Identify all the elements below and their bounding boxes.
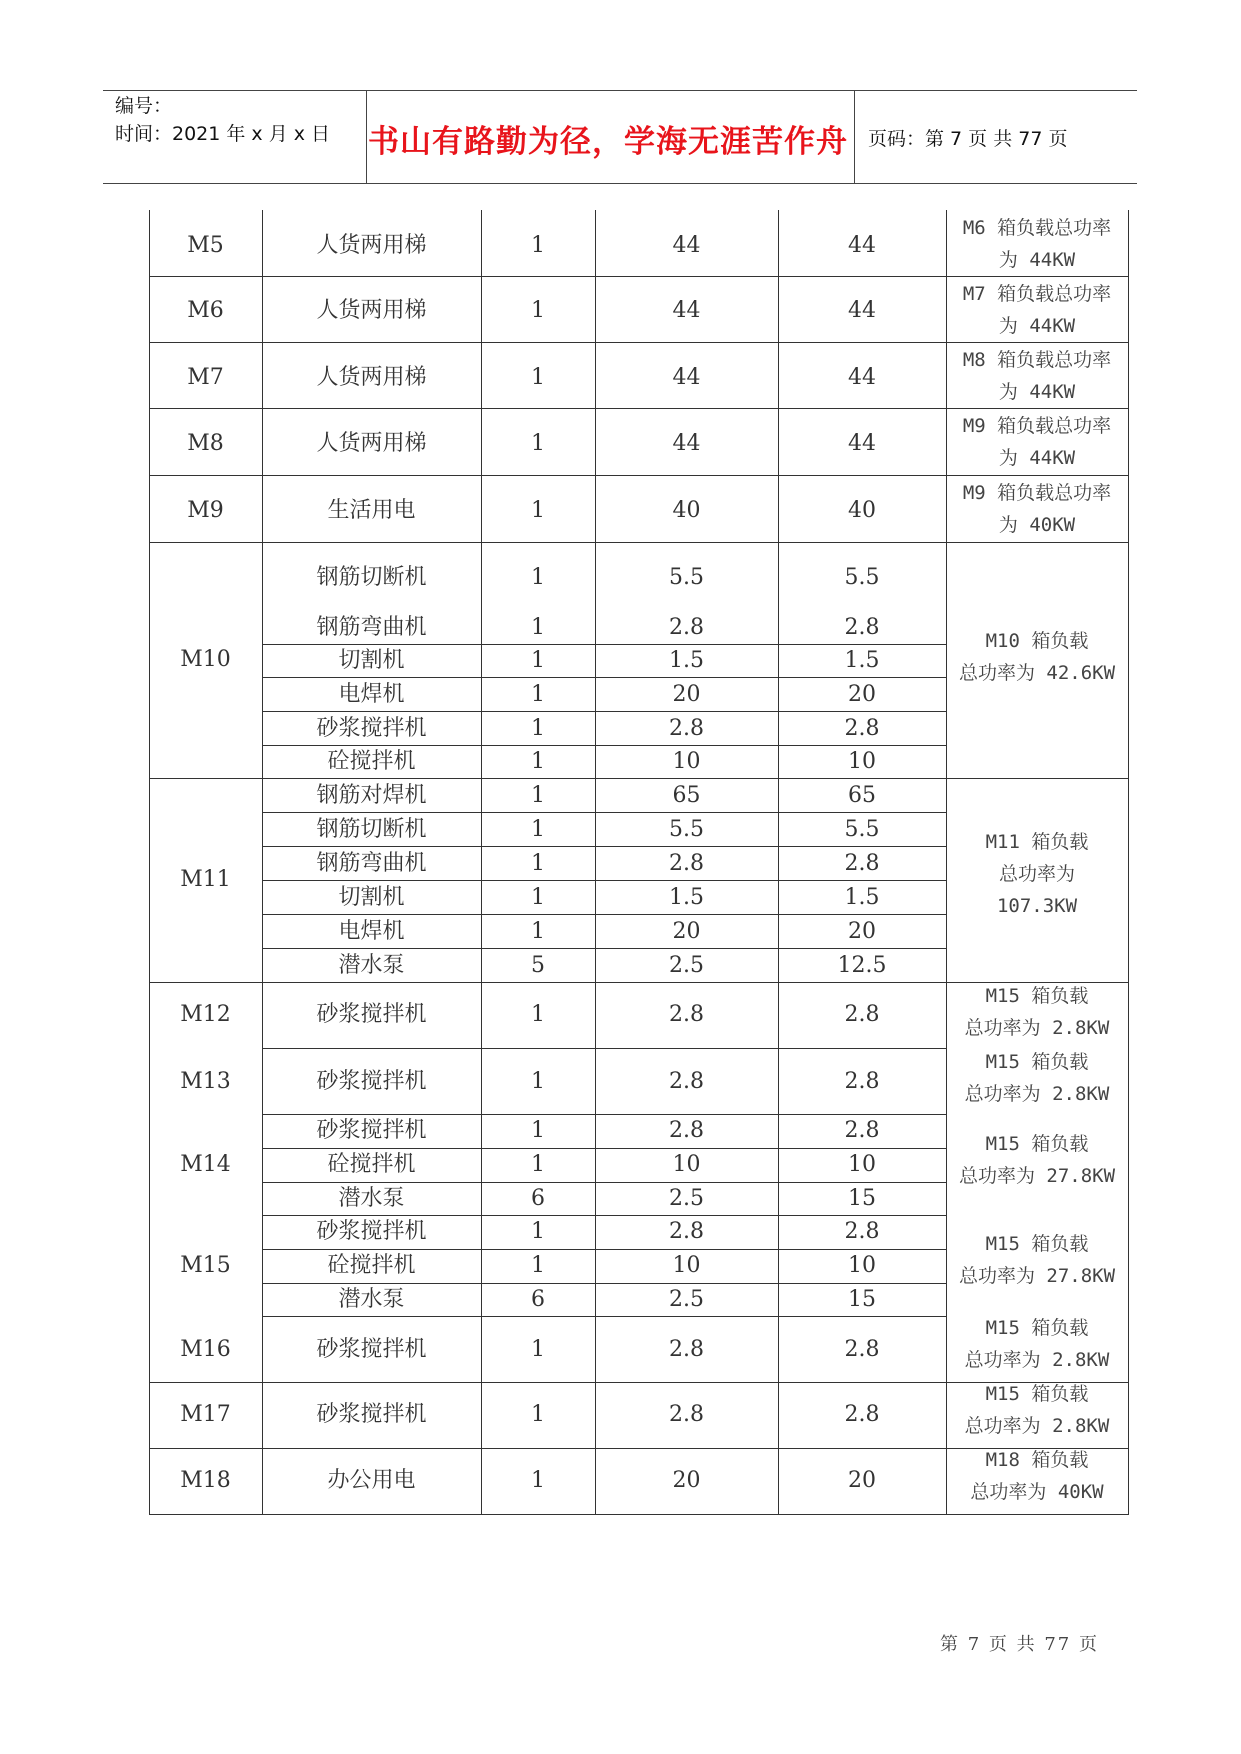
unit-cell: 2.8 (669, 1337, 704, 1362)
qty-cell: 1 (531, 1152, 545, 1177)
name-cell: 电焊机 (338, 919, 405, 944)
qty-cell: 5 (531, 953, 545, 978)
total-cell: 5.5 (844, 565, 880, 590)
name-cell: 砂浆搅拌机 (316, 716, 427, 741)
name-cell: 人货两用梯 (316, 365, 427, 390)
sub-row-rule (262, 1215, 946, 1216)
unit-cell: 2.8 (669, 1069, 704, 1094)
load-note-line: M10 箱负载 (985, 630, 1089, 652)
footer-page-number: 第 7 页 共 77 页 (940, 1634, 1099, 1655)
load-note (946, 1046, 1128, 1110)
total-cell: 2.8 (844, 1002, 880, 1027)
qty-cell: 1 (531, 851, 545, 876)
qty-cell: 6 (531, 1287, 545, 1312)
load-note-line: 总功率为 27.8KW (958, 1265, 1116, 1287)
header-divider-left (366, 90, 367, 184)
box-id-cell: M14 (180, 1152, 231, 1177)
sub-row-rule (262, 1283, 946, 1284)
name-cell: 潜水泵 (338, 1186, 405, 1211)
row-rule (149, 475, 1129, 476)
sub-row-rule (262, 846, 946, 847)
box-id-cell: M8 (187, 431, 224, 456)
load-note-line: 总功率为 2.8KW (964, 1349, 1110, 1371)
qty-cell: 1 (531, 1402, 545, 1427)
load-note (946, 1228, 1128, 1292)
total-cell: 20 (848, 919, 876, 944)
unit-cell: 2.5 (669, 953, 704, 978)
qty-cell: 1 (531, 682, 545, 707)
box-id-cell: M12 (180, 1002, 231, 1027)
unit-cell: 44 (672, 233, 701, 258)
name-cell: 电焊机 (338, 682, 405, 707)
name-cell: 砂浆搅拌机 (316, 1002, 427, 1027)
load-note-line: M9 箱负载总功率 (962, 482, 1112, 504)
unit-cell: 65 (672, 783, 701, 808)
header-meta (115, 92, 330, 148)
qty-cell: 1 (531, 783, 545, 808)
unit-cell: 2.8 (669, 615, 704, 640)
unit-cell: 1.5 (669, 648, 704, 673)
load-note-line: M15 箱负载 (985, 1051, 1089, 1073)
load-note (946, 410, 1128, 474)
total-cell: 44 (848, 298, 876, 323)
name-cell: 切割机 (338, 648, 405, 673)
load-note (946, 826, 1128, 922)
unit-cell: 2.8 (669, 851, 704, 876)
total-cell: 20 (848, 682, 876, 707)
unit-cell: 10 (672, 1253, 701, 1278)
name-cell: 钢筋切断机 (316, 817, 427, 842)
total-cell: 2.8 (844, 851, 880, 876)
total-cell: 10 (848, 1253, 876, 1278)
total-cell: 2.8 (844, 1118, 880, 1143)
row-rule (149, 778, 1129, 779)
total-cell: 1.5 (844, 885, 880, 910)
total-cell: 2.8 (844, 1337, 880, 1362)
load-note (946, 980, 1128, 1044)
box-id-cell: M5 (187, 233, 224, 258)
load-note-line: M6 箱负载总功率 (962, 217, 1112, 239)
load-note (946, 625, 1128, 689)
header-divider-right (854, 90, 855, 184)
qty-cell: 1 (531, 1337, 545, 1362)
unit-cell: 2.8 (669, 1402, 704, 1427)
qty-cell: 1 (531, 1118, 545, 1143)
load-note (946, 477, 1128, 541)
name-cell: 砼搅拌机 (327, 749, 416, 774)
load-note-line: 总功率为 40KW (970, 1481, 1104, 1503)
sub-row-rule (262, 880, 946, 881)
name-cell: 砼搅拌机 (327, 1253, 416, 1278)
unit-cell: 40 (672, 498, 701, 523)
sub-row-rule (262, 1048, 946, 1049)
qty-cell: 1 (531, 233, 545, 258)
load-note-line: 为 44KW (998, 249, 1076, 271)
total-cell: 15 (848, 1186, 876, 1211)
qty-cell: 1 (531, 919, 545, 944)
unit-cell: 44 (672, 365, 701, 390)
name-cell: 办公用电 (327, 1468, 416, 1493)
load-note-line: M9 箱负载总功率 (962, 415, 1112, 437)
load-note (946, 344, 1128, 408)
qty-cell: 1 (531, 749, 545, 774)
total-cell: 5.5 (844, 817, 880, 842)
load-note-line: 为 44KW (998, 381, 1076, 403)
row-rule (149, 276, 1129, 277)
box-id-cell: M11 (180, 867, 231, 892)
load-note (946, 1128, 1128, 1192)
unit-cell: 20 (672, 1468, 701, 1493)
name-cell: 钢筋弯曲机 (316, 851, 427, 876)
header-bottom-rule (103, 183, 1137, 184)
load-note-line: M15 箱负载 (985, 1383, 1089, 1405)
table-border-bottom (149, 1514, 1129, 1515)
name-cell: 砂浆搅拌机 (316, 1337, 427, 1362)
name-cell: 砂浆搅拌机 (316, 1219, 427, 1244)
name-cell: 砼搅拌机 (327, 1152, 416, 1177)
total-cell: 12.5 (837, 953, 887, 978)
number-label: 编号： (115, 95, 173, 117)
qty-cell: 1 (531, 716, 545, 741)
unit-cell: 20 (672, 919, 701, 944)
box-id-cell: M17 (180, 1402, 231, 1427)
total-cell: 44 (848, 431, 876, 456)
sub-row-rule (262, 711, 946, 712)
box-id-cell: M10 (180, 647, 231, 672)
qty-cell: 1 (531, 1468, 545, 1493)
load-note (946, 1378, 1128, 1442)
load-note-line: 总功率为 2.8KW (964, 1017, 1110, 1039)
box-id-cell: M7 (187, 365, 224, 390)
load-note-line: 总功率为 2.8KW (964, 1415, 1110, 1437)
sub-row-rule (262, 745, 946, 746)
qty-cell: 1 (531, 817, 545, 842)
unit-cell: 2.8 (669, 716, 704, 741)
name-cell: 人货两用梯 (316, 431, 427, 456)
load-note-line: M15 箱负载 (985, 1133, 1089, 1155)
name-cell: 人货两用梯 (316, 298, 427, 323)
sub-row-rule (262, 812, 946, 813)
qty-cell: 1 (531, 885, 545, 910)
box-id-cell: M6 (187, 298, 224, 323)
total-cell: 2.8 (844, 1219, 880, 1244)
total-cell: 44 (848, 233, 876, 258)
name-cell: 人货两用梯 (316, 233, 427, 258)
load-note-line: 为 44KW (998, 315, 1076, 337)
load-note-line: M15 箱负载 (985, 1317, 1089, 1339)
unit-cell: 2.8 (669, 1002, 704, 1027)
qty-cell: 1 (531, 431, 545, 456)
total-cell: 10 (848, 749, 876, 774)
sub-row-rule (262, 1114, 946, 1115)
name-cell: 砂浆搅拌机 (316, 1118, 427, 1143)
load-note-line: M7 箱负载总功率 (962, 283, 1112, 305)
total-cell: 10 (848, 1152, 876, 1177)
qty-cell: 1 (531, 648, 545, 673)
load-note-line: 总功率为 27.8KW (958, 1165, 1116, 1187)
name-cell: 砂浆搅拌机 (316, 1069, 427, 1094)
row-rule (149, 408, 1129, 409)
load-note (946, 212, 1128, 276)
sub-row-rule (262, 1182, 946, 1183)
total-cell: 2.8 (844, 716, 880, 741)
name-cell: 潜水泵 (338, 1287, 405, 1312)
load-note (946, 278, 1128, 342)
load-note-line: M15 箱负载 (985, 1233, 1089, 1255)
header-top-rule (103, 90, 1137, 91)
load-note-line: M15 箱负载 (985, 985, 1089, 1007)
row-rule (149, 342, 1129, 343)
total-cell: 44 (848, 365, 876, 390)
unit-cell: 5.5 (669, 817, 704, 842)
time-label: 时间：2021 年 x 月 x 日 (115, 123, 331, 145)
table-border-right (1128, 210, 1129, 1514)
unit-cell: 2.8 (669, 1219, 704, 1244)
total-cell: 15 (848, 1287, 876, 1312)
total-cell: 2.8 (844, 1069, 880, 1094)
name-cell: 生活用电 (327, 498, 416, 523)
qty-cell: 1 (531, 1219, 545, 1244)
sub-row-rule (262, 914, 946, 915)
sub-row-rule (262, 644, 946, 645)
name-cell: 砂浆搅拌机 (316, 1402, 427, 1427)
box-id-cell: M9 (187, 498, 224, 523)
qty-cell: 1 (531, 298, 545, 323)
load-note-line: 总功率为 2.8KW (964, 1083, 1110, 1105)
load-note-line: 为 40KW (998, 514, 1076, 536)
name-cell: 钢筋对焊机 (316, 783, 427, 808)
load-note-line: 总功率为 42.6KW (958, 662, 1116, 684)
name-cell: 钢筋切断机 (316, 565, 427, 590)
load-note-line: 107.3KW (996, 895, 1078, 917)
unit-cell: 5.5 (669, 565, 704, 590)
total-cell: 40 (848, 498, 876, 523)
name-cell: 潜水泵 (338, 953, 405, 978)
load-note-line: 总功率为 (998, 863, 1075, 885)
load-note-line: M18 箱负载 (985, 1449, 1089, 1471)
table-border-left (149, 210, 150, 1514)
total-cell: 2.8 (844, 1402, 880, 1427)
box-id-cell: M13 (180, 1069, 231, 1094)
sub-row-rule (262, 1316, 946, 1317)
load-note (946, 1444, 1128, 1508)
unit-cell: 2.5 (669, 1287, 704, 1312)
load-note-line: 为 44KW (998, 447, 1076, 469)
qty-cell: 1 (531, 1002, 545, 1027)
qty-cell: 1 (531, 1069, 545, 1094)
qty-cell: 1 (531, 498, 545, 523)
sub-row-rule (262, 1249, 946, 1250)
qty-cell: 1 (531, 365, 545, 390)
sub-row-rule (262, 948, 946, 949)
total-cell: 65 (848, 783, 876, 808)
slogan: 书山有路勤为径，学海无涯苦作舟 (368, 124, 848, 160)
box-id-cell: M16 (180, 1337, 231, 1362)
unit-cell: 44 (672, 431, 701, 456)
page-info: 页码：第 7 页 共 77 页 (868, 128, 1068, 150)
unit-cell: 2.8 (669, 1118, 704, 1143)
unit-cell: 2.5 (669, 1186, 704, 1211)
qty-cell: 1 (531, 615, 545, 640)
qty-cell: 6 (531, 1186, 545, 1211)
total-cell: 1.5 (844, 648, 880, 673)
load-note (946, 1312, 1128, 1376)
sub-row-rule (262, 677, 946, 678)
unit-cell: 20 (672, 682, 701, 707)
load-note-line: M8 箱负载总功率 (962, 349, 1112, 371)
unit-cell: 10 (672, 749, 701, 774)
unit-cell: 1.5 (669, 885, 704, 910)
name-cell: 切割机 (338, 885, 405, 910)
qty-cell: 1 (531, 565, 545, 590)
box-id-cell: M15 (180, 1253, 231, 1278)
total-cell: 2.8 (844, 615, 880, 640)
row-rule (149, 542, 1129, 543)
load-note-line: M11 箱负载 (985, 831, 1089, 853)
box-id-cell: M18 (180, 1468, 231, 1493)
total-cell: 20 (848, 1468, 876, 1493)
qty-cell: 1 (531, 1253, 545, 1278)
unit-cell: 10 (672, 1152, 701, 1177)
sub-row-rule (262, 1148, 946, 1149)
unit-cell: 44 (672, 298, 701, 323)
name-cell: 钢筋弯曲机 (316, 615, 427, 640)
